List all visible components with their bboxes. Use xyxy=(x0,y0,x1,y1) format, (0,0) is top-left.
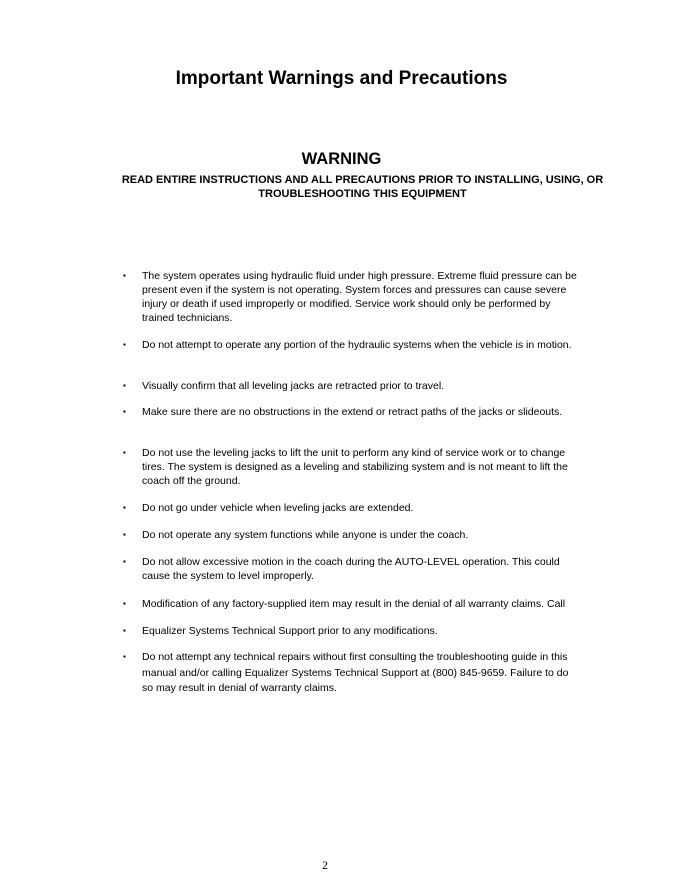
bullet-icon: ▪ xyxy=(123,271,126,280)
warning-subheading: READ ENTIRE INSTRUCTIONS AND ALL PRECAUTIONS PRIOR TO INSTALLING, USING, OR TROUBLESHOOTING THIS EQUIPMENT xyxy=(121,174,604,200)
bullet-icon: ▪ xyxy=(123,626,126,635)
bullet-icon: ▪ xyxy=(123,340,126,349)
page-title: Important Warnings and Precautions xyxy=(175,68,508,89)
bullet-icon: ▪ xyxy=(123,557,126,566)
bullet-icon: ▪ xyxy=(123,448,126,457)
bullet-icon: ▪ xyxy=(123,652,126,661)
list-item-text: Visually confirm that all leveling jacks are retracted prior to travel. xyxy=(142,380,445,392)
list-item-text: Modification of any factory-supplied item may result in the denial of all warranty claims. Call xyxy=(142,598,566,610)
list-item-text: Do not go under vehicle when leveling jacks are extended. xyxy=(142,502,414,514)
list-item-text: Do not use the leveling jacks to lift the unit to perform any kind of service work or to change tires. The system is designed as a leveling and stabilizing system and is not meant to lift the coach off the ground. xyxy=(142,447,568,487)
list-item-text: Do not allow excessive motion in the coach during the AUTO-LEVEL operation. This could cause the system to level improperly. xyxy=(142,556,560,582)
bullet-icon: ▪ xyxy=(123,599,126,608)
page-number: 2 xyxy=(322,858,328,872)
warning-heading: WARNING xyxy=(301,150,382,168)
list-item-text: Make sure there are no obstructions in the extend or retract paths of the jacks or slideouts. xyxy=(142,406,563,418)
bullet-icon: ▪ xyxy=(123,530,126,539)
list-item-text: Do not attempt any technical repairs without first consulting the troubleshooting guide in this manual and/or calling Equalizer Systems Technical Support at (800) 845-9659. Failure to do so may result in denial of warranty claims. xyxy=(142,651,569,694)
bullet-icon: ▪ xyxy=(123,503,126,512)
list-item-text: Do not operate any system functions while anyone is under the coach. xyxy=(142,529,469,541)
bullet-icon: ▪ xyxy=(123,381,126,390)
bullet-icon: ▪ xyxy=(123,407,126,416)
list-item-text: Equalizer Systems Technical Support prior to any modifications. xyxy=(142,625,438,637)
list-item-text: Do not attempt to operate any portion of the hydraulic systems when the vehicle is in motion. xyxy=(142,339,572,351)
list-item-text: The system operates using hydraulic fluid under high pressure. Extreme fluid pressure can be present even if the system is not operating. System forces and pressures can cause severe injury or death if used improperly or modified. Service work should only be performed by trained technicians. xyxy=(142,270,577,324)
